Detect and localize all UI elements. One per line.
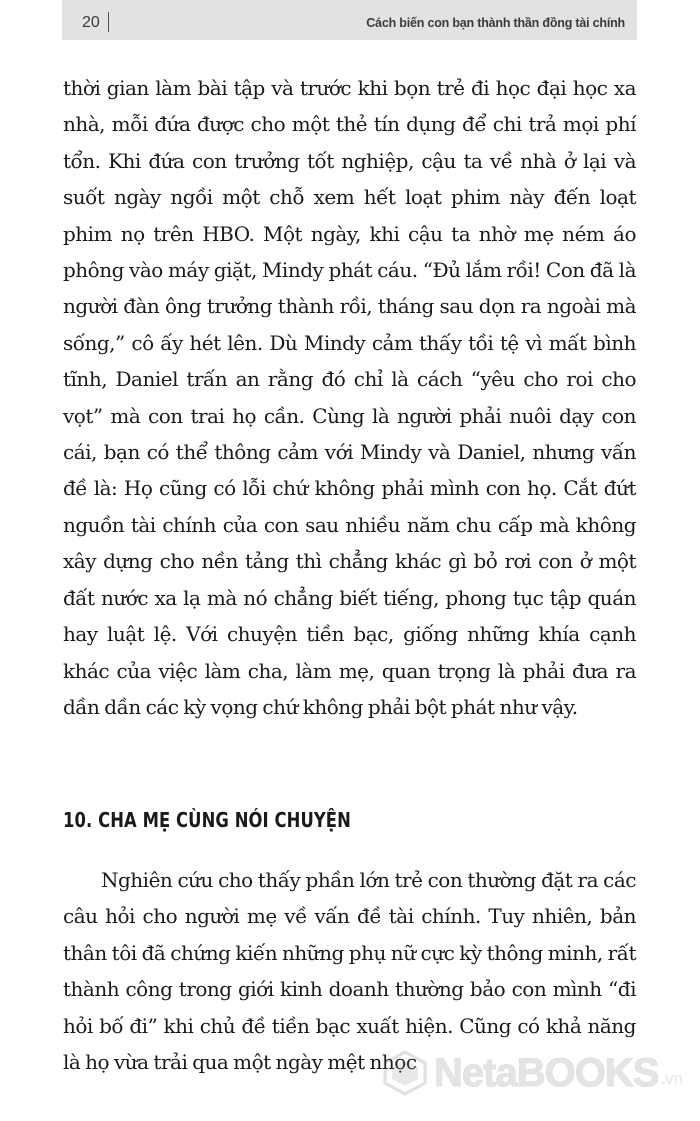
- header-divider: [108, 12, 109, 32]
- section-heading: 10. CHA MẸ CÙNG NÓI CHUYỆN: [63, 808, 351, 832]
- page-number: 20: [82, 14, 100, 31]
- watermark-brand: NetaBOOKS: [434, 1050, 659, 1095]
- watermark-domain: .vn: [660, 1069, 684, 1088]
- running-header: [62, 0, 637, 40]
- body-paragraph: Nghiên cứu cho thấy phần lớn trẻ con thường đặt ra các câu hỏi cho người mẹ về vấn đề tài chính. Tuy nhiên, bản thân tôi đã chứng kiến những phụ nữ cực kỳ thông minh, rất thành công trong giới kinh doanh thường bảo con mình “đi hỏi bố đi” khi chủ đề tiền bạc xuất hiện. Cũng có khả năng là họ vừa trải qua một ngày mệt nhọc: [63, 868, 636, 1075]
- body-paragraph: thời gian làm bài tập và trước khi bọn trẻ đi học đại học xa nhà, mỗi đứa được cho một thẻ tín dụng để chi trả mọi phí tổn. Khi đứa con trưởng tốt nghiệp, cậu ta về nhà ở lại và suốt ngày ngồi một chỗ xem hết loạt phim này đến loạt phim nọ trên HBO. Một ngày, khi cậu ta nhờ mẹ ném áo phông vào máy giặt, Mindy phát cáu. “Đủ lắm rồi! Con đã là người đàn ông trưởng thành rồi, tháng sau dọn ra ngoài mà sống,” cô ấy hét lên. Dù Mindy cảm thấy tồi tệ vì mất bình tĩnh, Daniel trấn an rằng đó chỉ là cách “yêu cho roi cho vọt” mà con trai họ cần. Cùng là người phải nuôi dạy con cái, bạn có thể thông cảm với Mindy và Daniel, nhưng vấn đề là: Họ cũng có lỗi chứ không phải mình con họ. Cắt đứt nguồn tài chính của con sau nhiều năm chu cấp mà không xây dựng cho nền tảng thì chẳng khác gì bỏ rơi con ở một đất nước xa lạ mà nó chẳng biết tiếng, phong tục tập quán hay luật lệ. Với chuyện tiền bạc, giống những khía cạnh khác của việc làm cha, làm mẹ, quan trọng là phải đưa ra dần dần các kỳ vọng chứ không phải bột phát như vậy.: [63, 76, 636, 719]
- running-title: Cách biến con bạn thành thần đồng tài chính: [366, 16, 625, 30]
